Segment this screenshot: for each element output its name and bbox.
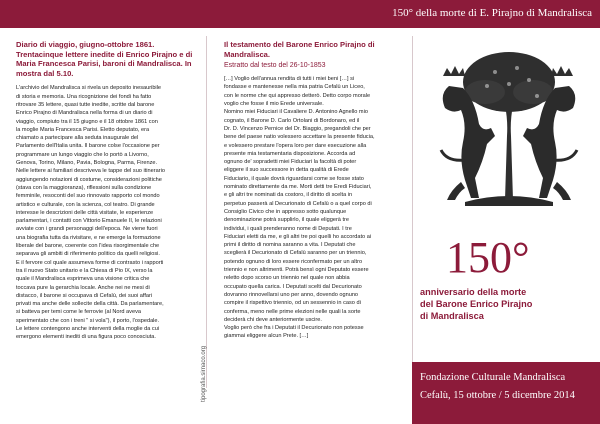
anniversary-subtitle: anniversario della morte del Barone Enrico Pirajno di Mandralisca	[420, 287, 533, 321]
middle-column	[224, 40, 402, 341]
header-bar	[0, 0, 600, 28]
testament-heading: Il testamento del Barone Enrico Pirajno di Mandralisca.	[224, 40, 375, 59]
testament-text: […] Voglio dell'annua rendita di tutti i miei beni […] si fondasse e mantenesse nella mia patria Cefalù un Liceo, con le norme che qui appresso detterò. Detto corpo morale voglio che fosse il mio Erede universale. Nomino miei Fiduciari il Cavaliere D. Antonino Agnello mio cognato, il Barone D. Carlo Ortolani di Bordonaro, ed il Dr. D. Vincenzo Pernice del Dr. Biaggio, pregandoli che per bene del paese natio volessero accettare la presente fiducia, e volessero prestare l'opera loro per dare esecuzione alla presente mia testamentaria disposizione. Accorda ad ognuno de' sopradetti miei Fiduciari la facoltà di poter eliggere il suo successore in detta qualità di Erede Fiduciario, il quale dovrà riguardarsi come se fosse stato nominato direttamente da me. Morti detti tre Eredi Fiduciari, e gli altri tre nominati da costoro, il diritto di scelta in perpetuo passerà al Decurionato di Cefalù o a quel corpo di Consiglio Civico che in appresso sotto qualunque denominazione potrà supplirlo, il quale eliggerà tre individui, i quali prenderanno nome di Deputati. I tre Fiduciari eletti da me, e gli altri tre poi quelli ho accordato ai primi il diritto di nomina saranno a vita. I Deputati che sceglierà il Decurionato di Cefalù saranno per un triennio, potendo ognuno di loro essere riconfermato per un altro triennio e non altrimenti. Potrà bensì ogni Deputato essere reletto dopo scorso un triennio nel quale non abbia occupato quella carica. I Deputati scelti dal Decurionato dovranno rinnovellarsi uno per anno, dovendo ognuno compire il rispettivo triennio, od un sessennio in caso di conferma, meno nelle prime elezioni nelle quali la sorte deciderà chi deve anteriormente uscire. Voglio però che fra i Deputati il Decurionato non potesse giammai eliggere alcun Prete. […]	[224, 76, 375, 340]
column-divider	[412, 36, 413, 388]
testament-subheading: Estratto dal testo del 26-10-1853	[224, 62, 326, 70]
spine-credit	[201, 262, 211, 402]
spine-credit-text: tipografia.sirnaco.org	[201, 345, 207, 402]
footer-dates: Cefalù, 15 ottobre / 5 dicembre 2014	[420, 390, 575, 401]
left-column	[16, 40, 194, 342]
diary-heading: Diario di viaggio, giugno-ottobre 1861. Trentacinque lettere inedite di Enrico Pirajno e di Maria Francesca Parisi, baroni di Mandralisca. In mostra dal 5.10.	[16, 40, 193, 78]
coat-of-arms-two-lions-tree-icon	[425, 40, 593, 210]
diary-text: L'archivio del Mandralisca si rivela un deposito inesauribile di storia e memoria. Una ricognizione dei fondi ha fatto ritrovare 35 lettere, quasi tutte inedite, scritte dal barone Enrico Pirajno di Mandralisca nella forma di un diario di viaggio, compiuto tra il 15 giugno e il 18 ottobre 1861 con la moglie Maria Francesca Parisi. Eletto deputato, era chiamato a partecipare alla seduta inaugurale del Parlamento dell'Italia unita. Il barone colse l'occasione per programmare un lungo viaggio che lo portò a Livorno, Genova, Torino, Milano, Pavia, Bologna, Parma, Firenze. Nelle lettere ai familiari descriveva le tappe del suo itinerario aggiungendo notazioni di costume, considerazioni politiche (stava con la maggioranza), riflessioni sulla condizione femminile, resoconti del suo rinnovato rapporto col mondo artistico e culturale, con la scienza, col teatro. Di grande interesse le descrizioni delle città visitate, le esperienze parlamentari, i contatti con Vittorio Emanuele II, le relazioni avviate con i grandi personaggi dell'epoca. Ne viene fuori una biografia tutta da rivisitare, e ne emerge la formazione liberale del barone, coerente con l'idea risorgimentale che separava gli ambiti di riferimento politico da quelli religiosi. E il fervore col quale assumeva forme di contrasto i rapporti tra il nuovo Stato unitario e la Chiesa di Pio IX, verso la quale il Mandralisca esprimeva una visione critica che toccava pure la gerarchia locale. Anche nei ne mesi di distacco, il barone si occupava di Cefalù, dei suoi affari privati ma anche delle sollecite della città. Da parlamentare, si batteva per temi come le ferrovie (al Nord aveva sperimentato che con i treni " si vola"), il porto, l'ospedale. Le lettere contengono anche interventi della moglie da cui emergono elementi inediti di una figura poco conosciuta.	[16, 85, 165, 341]
footer-panel	[412, 362, 600, 424]
header-title: 150° della morte di E. Pirajno di Mandralisca	[392, 7, 592, 19]
footer-organization: Fondazione Culturale Mandralisca	[420, 372, 566, 383]
anniversary-number: 150°	[446, 233, 530, 282]
